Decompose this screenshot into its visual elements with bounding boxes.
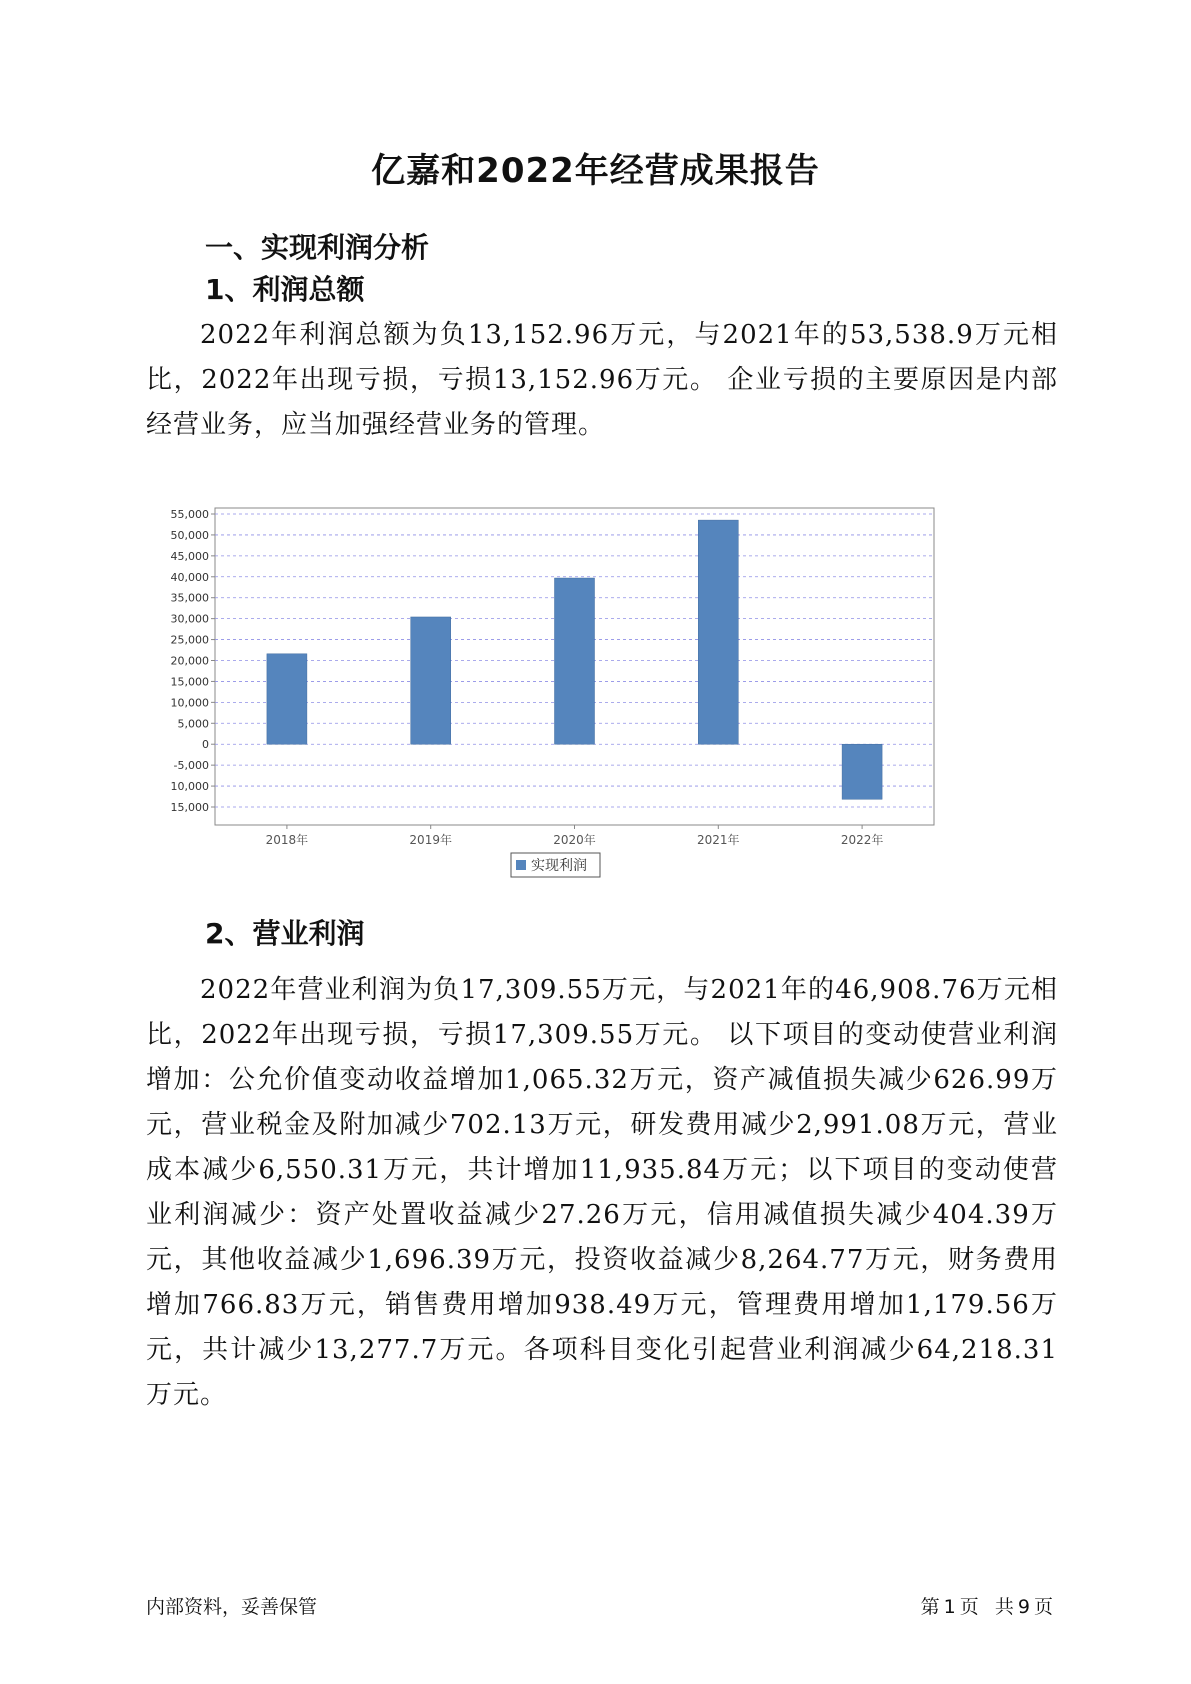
y-tick-label: 10,000 bbox=[170, 696, 209, 710]
x-tick-label: 2019年 bbox=[409, 833, 452, 847]
x-tick-label: 2018年 bbox=[265, 833, 309, 847]
legend-swatch bbox=[516, 860, 526, 870]
footer-confidential-note: 内部资料，妥善保管 bbox=[146, 1596, 318, 1618]
footer-total-num: 9 bbox=[1017, 1596, 1030, 1618]
footer-page-pre: 第 bbox=[920, 1596, 940, 1618]
subheading-operating-profit: 2、营业利润 bbox=[205, 917, 365, 950]
footer-total-pre: 共 bbox=[994, 1596, 1014, 1618]
legend-label: 实现利润 bbox=[531, 858, 587, 874]
y-tick-label: 55,000 bbox=[170, 508, 209, 521]
y-tick-label: 0 bbox=[202, 738, 209, 752]
y-tick-label: 45,000 bbox=[170, 549, 209, 563]
paragraph-operating-profit: 2022年营业利润为负17,309.55万元，与2021年的46,908.76万元相比，2022年出现亏损，亏损17,309.55万元。 以下项目的变动使营业利润增加：公允价值变动收益增加1,065.32万元，资产减值损失减少626.99万元，营业税金及附加减少702.13万元，研发费用减少2,991.08万元，营业成本减少6,550.31万元，共计增加11,935.84万元；以下项目的变动使营业利润减少：资产处置收益减少27.26万元，信用减值损失减少404.39万元，其他收益减少1,696.39万元，投资收益减少8,264.77万元，财务费用增加766.83万元，销售费用增加938.49万元，管理费用增加1,179.56万元，共计减少13,277.7万元。各项科目变化引起营业利润减少64,218.31万元。 bbox=[146, 975, 1058, 1410]
footer-page-num: 1 bbox=[943, 1596, 956, 1618]
y-tick-label: 15,000 bbox=[170, 675, 209, 689]
subheading-total-profit: 1、利润总额 bbox=[205, 273, 365, 306]
x-tick-label: 2020年 bbox=[553, 833, 596, 847]
y-tick-label: 35,000 bbox=[170, 591, 209, 605]
y-tick-label: -5,000 bbox=[173, 759, 209, 773]
section-heading-profit-analysis: 一、实现利润分析 bbox=[205, 231, 430, 264]
y-tick-label: -15,000 bbox=[170, 801, 209, 814]
y-tick-label: 25,000 bbox=[170, 633, 209, 647]
footer-page-mid: 页 bbox=[959, 1596, 979, 1618]
y-tick-label: 5,000 bbox=[177, 717, 209, 731]
y-tick-label: 30,000 bbox=[170, 612, 209, 626]
profit-chart-svg bbox=[170, 498, 1020, 958]
y-tick-label: -10,000 bbox=[170, 780, 209, 794]
profit-chart bbox=[170, 498, 1020, 958]
bar bbox=[698, 520, 738, 744]
x-tick-label: 2021年 bbox=[697, 833, 740, 847]
bar bbox=[555, 578, 595, 744]
y-tick-label: 20,000 bbox=[170, 654, 209, 668]
paragraph-total-profit: 2022年利润总额为负13,152.96万元，与2021年的53,538.9万元相比，2022年出现亏损，亏损13,152.96万元。 企业亏损的主要原因是内部经营业务，应当加强经营业务的管理。 bbox=[146, 320, 1058, 440]
y-tick-label: 50,000 bbox=[170, 528, 209, 542]
document-title: 亿嘉和2022年经营成果报告 bbox=[371, 151, 820, 191]
bar bbox=[267, 654, 307, 744]
bar bbox=[411, 617, 451, 744]
bar bbox=[842, 744, 882, 799]
x-tick-label: 2022年 bbox=[840, 833, 884, 847]
footer-page-number bbox=[917, 1592, 1053, 1619]
y-tick-label: 40,000 bbox=[170, 570, 209, 584]
footer-total-post: 页 bbox=[1033, 1596, 1053, 1618]
